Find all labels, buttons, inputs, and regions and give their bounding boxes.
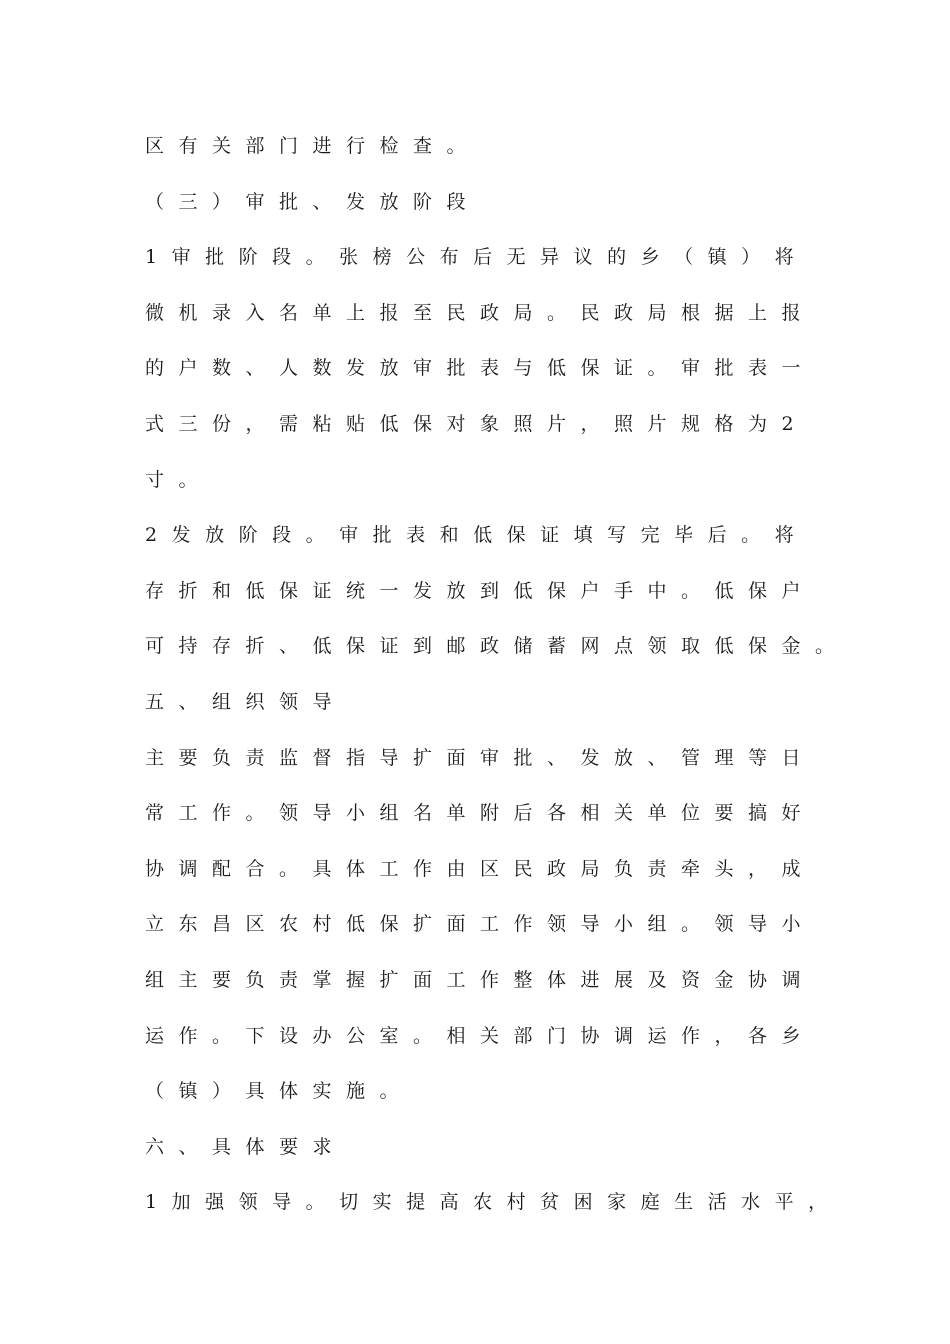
text-line: （镇）具体实施。 (145, 1080, 414, 1103)
text-line: 寸。 (145, 468, 213, 491)
text-line: 区有关部门进行检查。 (145, 135, 481, 157)
section-heading: 六、具体要求 (145, 1135, 347, 1158)
text-line: 组主要负责掌握扩面工作整体进展及资金协调 (145, 968, 816, 991)
section-heading: 五、组织领导 (145, 690, 347, 713)
text-line: 的户数、人数发放审批表与低保证。审批表一 (145, 357, 816, 380)
document-body (145, 126, 849, 1238)
text-line: 运作。下设办公室。相关部门协调运作，各乡 (145, 1024, 816, 1047)
section-heading: （三）审批、发放阶段 (145, 190, 481, 213)
text-line: 微机录入名单上报至民政局。民政局根据上报 (145, 301, 816, 324)
text-line: 主要负责监督指导扩面审批、发放、管理等日 (145, 746, 816, 769)
text-line: 1加强领导。切实提高农村贫困家庭生活水平， (145, 1191, 842, 1214)
text-line: 2发放阶段。审批表和低保证填写完毕后。将 (145, 524, 809, 547)
text-line: 式三份，需粘贴低保对象照片，照片规格为2 (145, 412, 809, 435)
text-line: 存折和低保证统一发放到低保户手中。低保户 (145, 579, 816, 602)
text-line: 协调配合。具体工作由区民政局负责牵头，成 (145, 857, 816, 880)
text-line: 1审批阶段。张榜公布后无异议的乡（镇）将 (145, 246, 809, 269)
text-line: 常工作。领导小组名单附后各相关单位要搞好 (145, 802, 816, 825)
text-line: 可持存折、低保证到邮政储蓄网点领取低保金。 (145, 635, 849, 658)
text-line: 立东昌区农村低保扩面工作领导小组。领导小 (145, 913, 816, 936)
